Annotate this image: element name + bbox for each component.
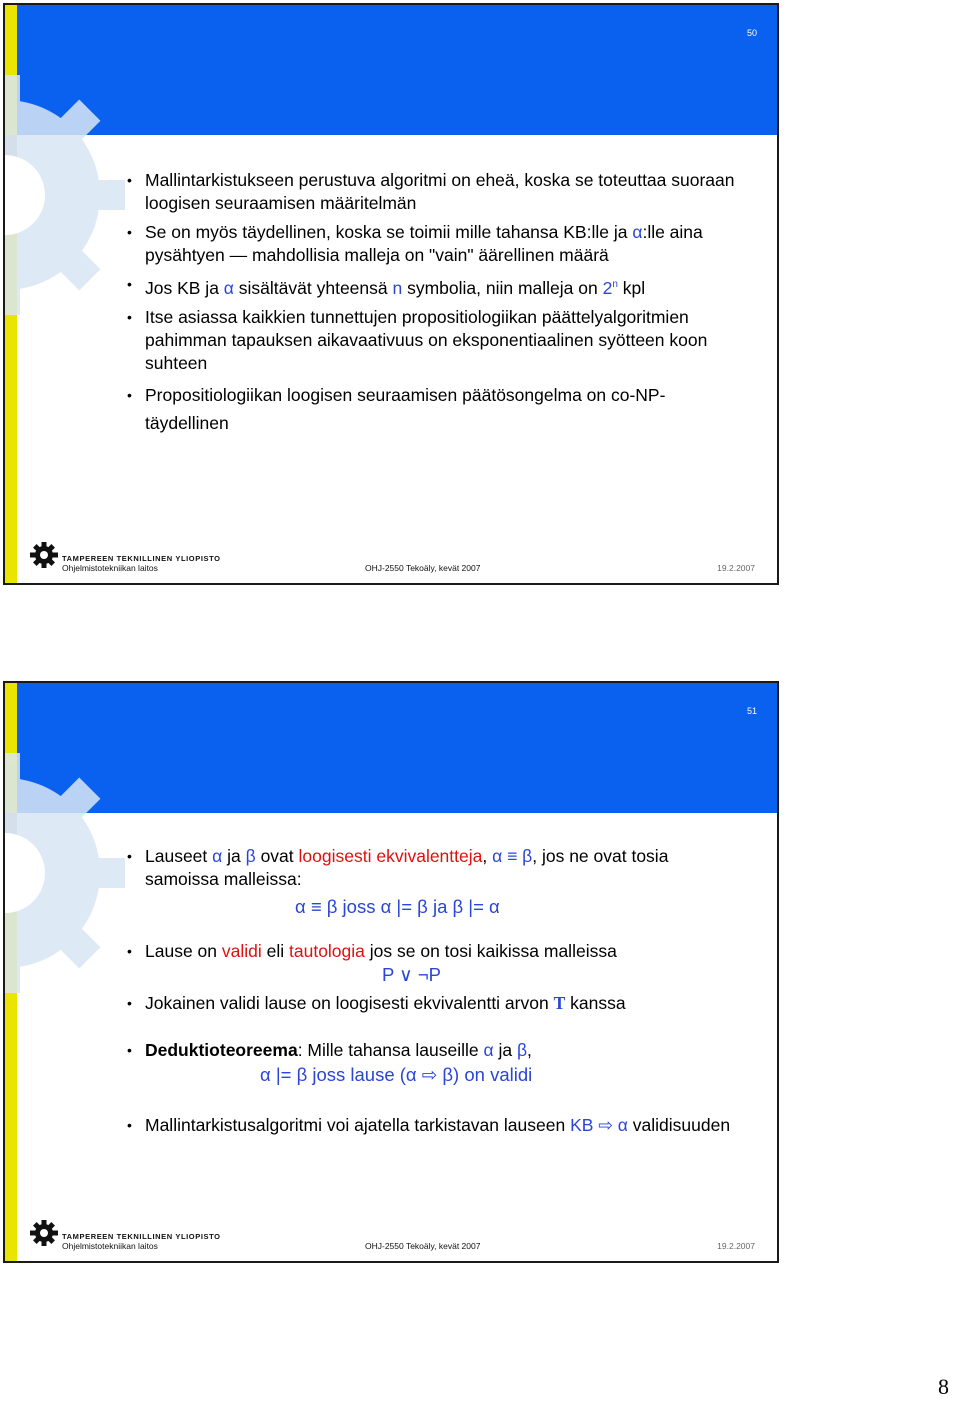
bullet-item: • Lause on validi eli tautologia jos se on tosi kaikissa malleissa P ∨ ¬P bbox=[127, 940, 747, 986]
bullet-item: • Mallintarkistusalgoritmi voi ajatella tarkistavan lauseen KB ⇨ α validisuuden bbox=[127, 1114, 747, 1137]
bullet-item: • Lauseet α ja β ovat loogisesti ekvivalentteja, α ≡ β, jos ne ovat tosia samoissa malleissa: α ≡ β joss α |= β ja β |= α bbox=[127, 845, 747, 918]
footer-university: TAMPEREEN TEKNILLINEN YLIOPISTO bbox=[62, 1232, 221, 1241]
bullet-item: • Mallintarkistukseen perustuva algoritmi on eheä, koska se toteuttaa suoraan loogisen seuraamisen määritelmän bbox=[127, 169, 747, 215]
bullet-item: • Jos KB ja α sisältävät yhteensä n symbolia, niin malleja on 2$^n$ kpl bbox=[127, 273, 747, 300]
formula-deduction: α |= β joss lause (α ⇨ β) on validi bbox=[260, 1064, 533, 1085]
gear-icon bbox=[3, 723, 135, 1023]
slide-body bbox=[127, 169, 747, 443]
bullet-item: • Itse asiassa kaikkien tunnettujen propositiologiikan päättelyalgoritmien pahimman tapauksen aikavaativuus on eksponentiaalinen syötteen koon suhteen bbox=[127, 306, 747, 375]
bullet-item: • Jokainen validi lause on loogisesti ekvivalentti arvon T kanssa bbox=[127, 992, 747, 1015]
bullet-item: • Propositiologiikan loogisen seuraamisen päätösongelma on co-NP-täydellinen bbox=[127, 381, 747, 437]
gear-icon bbox=[3, 45, 135, 345]
university-logo-icon bbox=[29, 1219, 59, 1247]
slide-body bbox=[127, 845, 747, 1143]
page-number: 8 bbox=[938, 1374, 949, 1399]
slide-50 bbox=[3, 3, 779, 585]
footer-date: 19.2.2007 bbox=[717, 1241, 755, 1251]
formula-tautology: P ∨ ¬P bbox=[382, 964, 441, 985]
footer-department: Ohjelmistotekniikan laitos bbox=[62, 1241, 158, 1251]
footer-course: OHJ-2550 Tekoäly, kevät 2007 bbox=[365, 563, 481, 573]
footer-date: 19.2.2007 bbox=[717, 563, 755, 573]
bullet-item: • Deduktioteoreema: Mille tahansa lauseille α ja β, α |= β joss lause (α ⇨ β) on validi bbox=[127, 1039, 747, 1086]
slide-number: 50 bbox=[746, 28, 757, 38]
footer-university: TAMPEREEN TEKNILLINEN YLIOPISTO bbox=[62, 554, 221, 563]
slide-number: 51 bbox=[746, 706, 757, 716]
slide-51 bbox=[3, 681, 779, 1263]
footer-department: Ohjelmistotekniikan laitos bbox=[62, 563, 158, 573]
footer-course: OHJ-2550 Tekoäly, kevät 2007 bbox=[365, 1241, 481, 1251]
formula-equivalence: α ≡ β joss α |= β ja β |= α bbox=[295, 896, 500, 917]
bullet-item: • Se on myös täydellinen, koska se toimii mille tahansa KB:lle ja α:lle aina pysähtyen — mahdollisia malleja on "vain" äärellinen määrä bbox=[127, 221, 747, 267]
university-logo-icon bbox=[29, 541, 59, 569]
